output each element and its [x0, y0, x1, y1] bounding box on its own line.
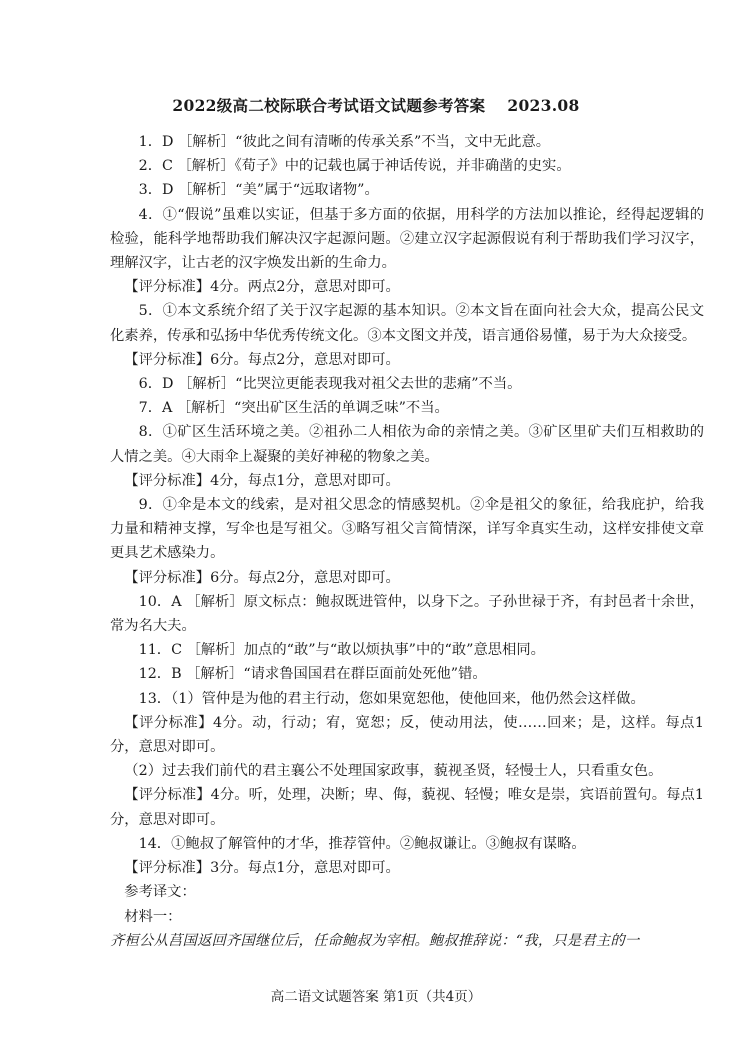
- material-one-heading: 材料一：: [124, 908, 182, 925]
- scoring-9: 【评分标准】6分。每点2分，意思对即可。: [124, 569, 400, 586]
- scoring-5: 【评分标准】6分。每点2分，意思对即可。: [124, 351, 400, 368]
- answer-3: 3．D ［解析］“美”属于“远取诸物”。: [138, 182, 379, 199]
- page-title: [0, 94, 752, 116]
- answer-14: 14．①鲍叔了解管仲的才华，推荐管仲。②鲍叔谦让。③鲍叔有谋略。: [138, 835, 586, 852]
- answer-13-2: （2）过去我们前代的君主襄公不处理国家政事，藐视圣贤，轻慢士人，只看重女色。: [124, 763, 663, 780]
- answer-12: 12．B ［解析］“请求鲁国国君在群臣面前处死他”错。: [138, 666, 487, 683]
- answer-11: 11．C ［解析］加点的“敢”与“敢以烦执事”中的“敢”意思相同。: [138, 642, 545, 659]
- answer-7: 7．A ［解析］“突出矿区生活的单调乏味”不当。: [138, 400, 449, 417]
- answer-2: 2．C ［解析］《荀子》中的记载也属于神话传说，并非确凿的史实。: [138, 158, 571, 175]
- answer-4: 4．①“假说”虽难以实证，但基于多方面的依据，用科学的方法加以推论，经得起逻辑的检验，能科学地帮助我们解决汉字起源问题。②建立汉字起源假说有利于帮助我们学习汉字，理解汉字，让古老的汉字焕发出新的生命力。: [110, 206, 704, 272]
- scoring-13-2: 【评分标准】4分。听，处理，决断；卑、侮，藐视、轻慢；唯女是崇，宾语前置句。每点1分，意思对即可。: [110, 787, 704, 828]
- scoring-8: 【评分标准】4分，每点1分，意思对即可。: [124, 472, 400, 489]
- scoring-13-1: 【评分标准】4分。动，行动；宥，宽恕；反，使动用法，使……回来；是，这样。每点1分，意思对即可。: [110, 714, 704, 756]
- scoring-4: 【评分标准】4分。两点2分，意思对即可。: [124, 279, 400, 296]
- answer-13-1: 13．（1）管仲是为他的君主行动，您如果宽恕他，使他回来，他仍然会这样做。: [138, 690, 645, 707]
- title-date: 2023.08: [507, 96, 580, 115]
- translation-heading: 参考译文：: [124, 884, 196, 901]
- answer-content: [110, 130, 704, 953]
- page-footer: 高二语文试题答案 第1页（共4页）: [270, 989, 482, 1005]
- answer-9: 9．①伞是本文的线索，是对祖父思念的情感契机。②伞是祖父的象征，给我庇护，给我力量和精神支撑，写伞也是写祖父。③略写祖父言简情深，详写伞真实生动，这样安排使文章更具艺术感染力。: [110, 497, 704, 562]
- answer-8: 8．①矿区生活环境之美。②祖孙二人相依为命的亲情之美。③矿区里矿夫们互相救助的人情之美。④大雨伞上凝聚的美好神秘的物象之美。: [110, 424, 704, 465]
- translation-text: 齐桓公从莒国返回齐国继位后，任命鲍叔为宰相。鲍叔推辞说：“我，只是君主的一: [110, 932, 640, 949]
- answer-1: 1．D ［解析］“彼此之间有清晰的传承关系”不当，文中无此意。: [138, 134, 551, 150]
- answer-5: 5．①本文系统介绍了关于汉字起源的基本知识。②本文旨在面向社会大众，提高公民文化素养，传承和弘扬中华优秀传统文化。③本文图文并茂，语言通俗易懂，易于为大众接受。: [110, 303, 704, 344]
- answer-6: 6．D ［解析］“比哭泣更能表现我对祖父去世的悲痛”不当。: [138, 376, 522, 393]
- title-text: 2022级高二校际联合考试语文试题参考答案: [172, 96, 486, 115]
- scoring-14: 【评分标准】3分。每点1分，意思对即可。: [124, 860, 400, 877]
- answer-10: 10．A ［解析］原文标点：鲍叔既进管仲，以身下之。子孙世禄于齐，有封邑者十余世，常为名大夫。: [110, 593, 704, 635]
